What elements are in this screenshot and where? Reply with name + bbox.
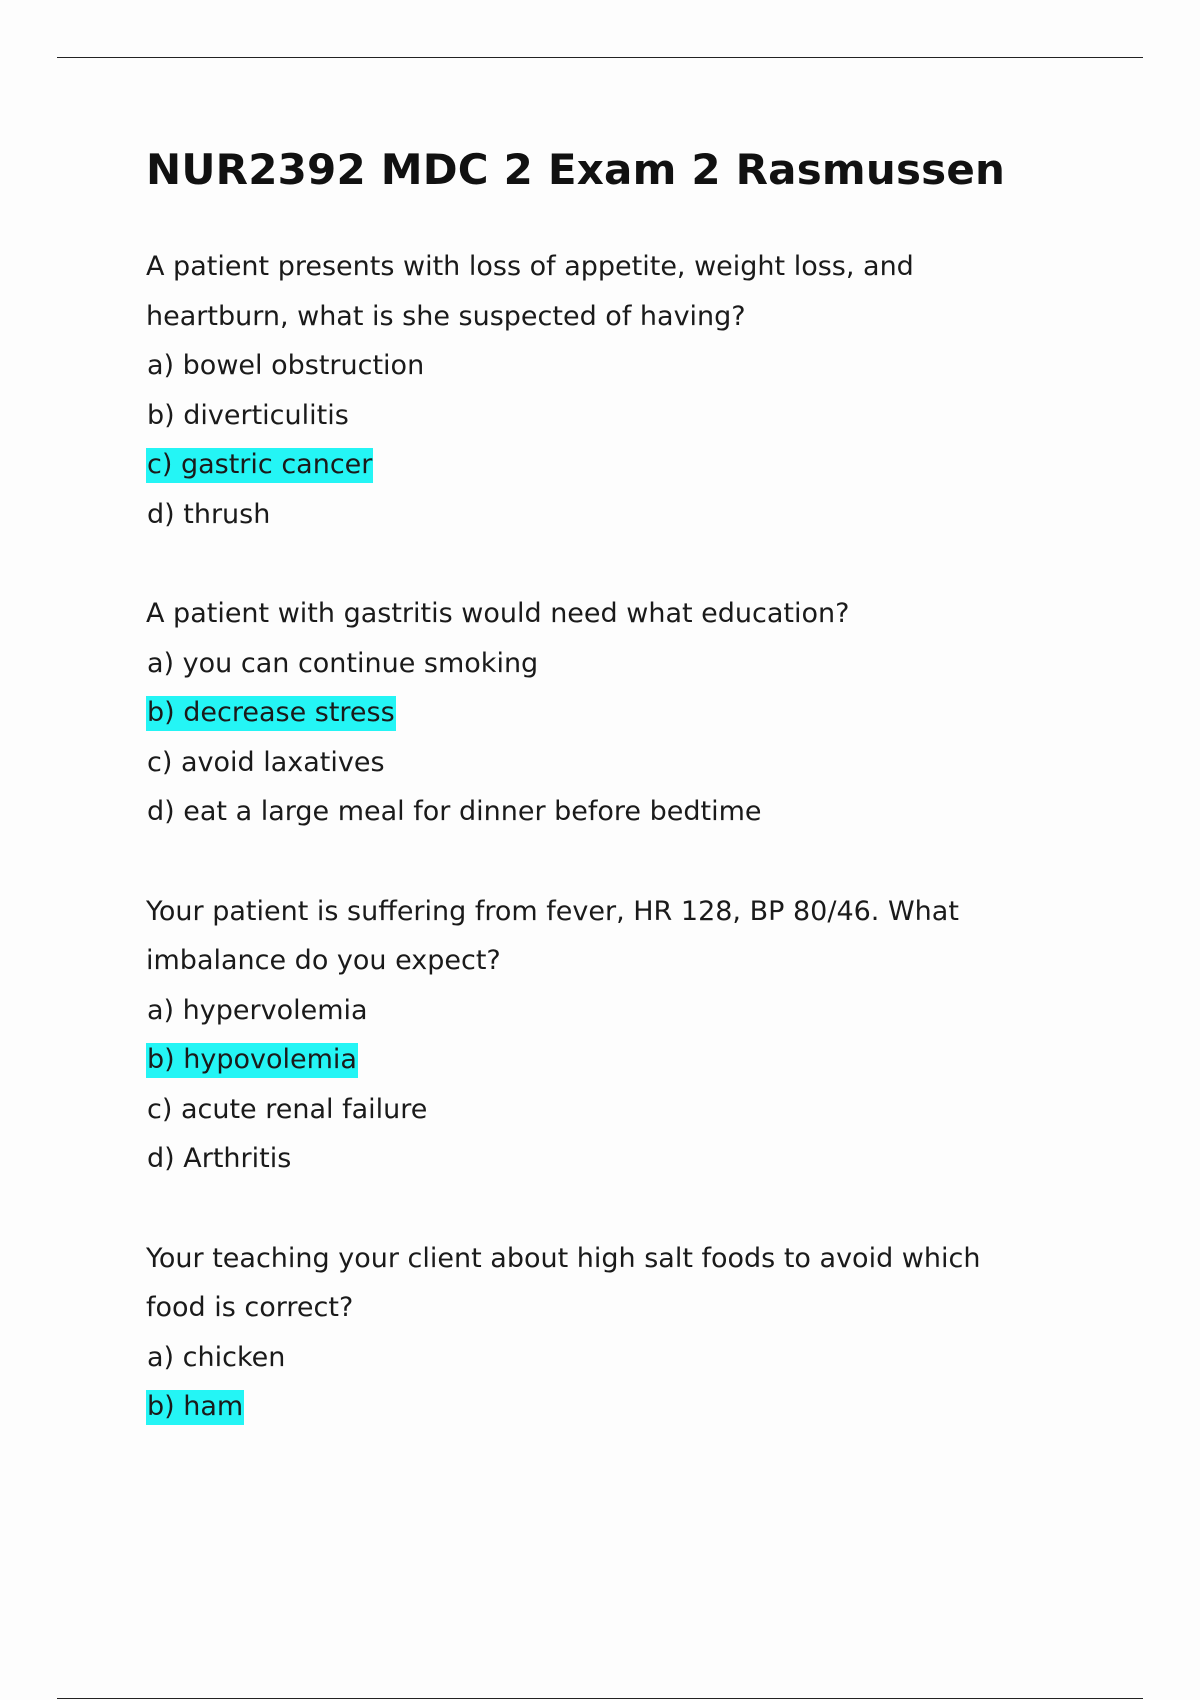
answer-option: c) avoid laxatives	[147, 746, 385, 778]
answer-option-correct: b) decrease stress	[146, 688, 1106, 738]
answer-option: a) chicken	[147, 1341, 286, 1373]
question-text: Your patient is suffering from fever, HR 128, BP 80/46. What imbalance do you expect?	[146, 895, 959, 976]
question-text: Your teaching your client about high salt foods to avoid which food is correct?	[146, 1242, 981, 1323]
answer-option: d) Arthritis	[147, 1143, 292, 1174]
question-3	[146, 887, 1106, 1184]
answer-option: d) eat a large meal for dinner before bedtime	[147, 796, 762, 827]
footer-rule	[57, 1698, 1143, 1699]
answer-option: c) acute renal failure	[147, 1093, 428, 1125]
question-1	[146, 242, 1106, 539]
answer-option: a) hypervolemia	[147, 994, 368, 1026]
answer-option-correct: c) gastric cancer	[146, 440, 1106, 490]
document-content	[146, 140, 1106, 1482]
header-rule	[57, 57, 1143, 58]
answer-option: a) you can continue smoking	[147, 647, 539, 679]
question-2	[146, 589, 1106, 837]
answer-option: d) thrush	[147, 498, 271, 530]
question-4	[146, 1234, 1106, 1432]
answer-option: a) bowel obstruction	[147, 350, 425, 381]
answer-option: b) diverticulitis	[147, 399, 349, 431]
answer-option-correct: b) hypovolemia	[146, 1035, 1106, 1085]
document-title: NUR2392 MDC 2 Exam 2 Rasmussen	[146, 145, 1006, 194]
question-text: A patient with gastritis would need what education?	[146, 598, 850, 629]
question-text: A patient presents with loss of appetite, weight loss, and heartburn, what is she suspected of having?	[146, 251, 914, 332]
answer-option-correct: b) ham	[146, 1382, 1106, 1432]
